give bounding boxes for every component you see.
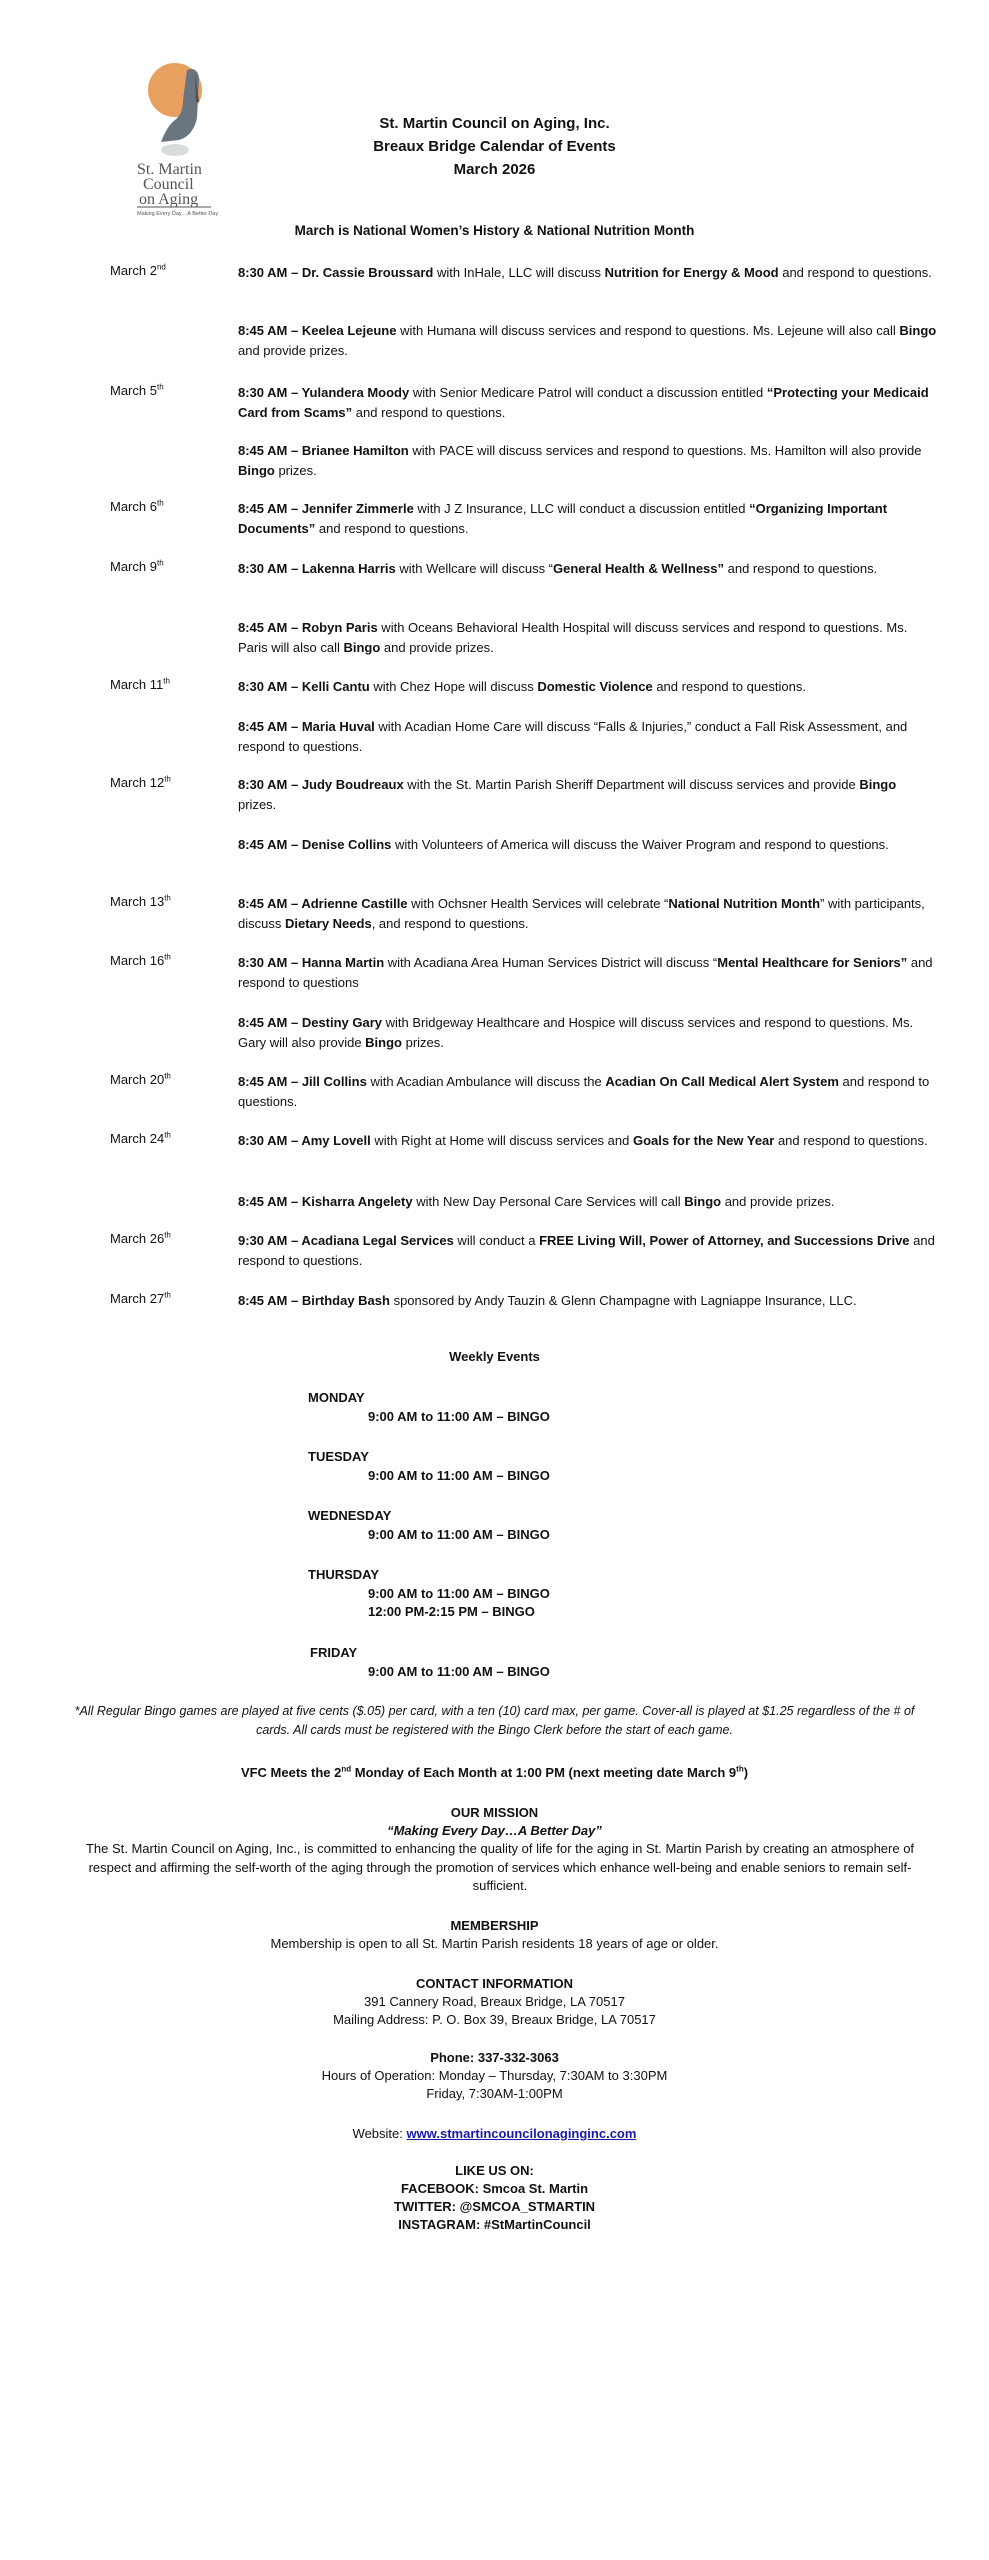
event-highlight: 8:30 AM – Kelli Cantu: [238, 679, 370, 694]
event-description: [238, 1231, 938, 1270]
event-date-text: March 13: [110, 894, 165, 909]
event-text: with Chez Hope will discuss: [369, 679, 538, 694]
event-highlight: 8:45 AM – Jill Collins: [238, 1074, 367, 1089]
event-highlight: Bingo: [343, 639, 381, 655]
month-title: March 2026: [453, 161, 536, 178]
event-text: and provide prizes.: [380, 639, 494, 655]
event-description: [238, 263, 938, 283]
event-text: prizes.: [401, 1034, 444, 1050]
event-date: [110, 1072, 230, 1087]
event-date: [110, 894, 230, 909]
event-date-suffix: th: [164, 1290, 171, 1300]
weekly-title: Weekly Events: [449, 1349, 540, 1364]
event-date-text: March 20: [110, 1072, 165, 1087]
event-date-text: March 9: [110, 559, 157, 574]
event-text: with Humana will discuss services and respond to questions. Ms. Lejeune will also call: [396, 323, 900, 338]
mission-text: The St. Martin Council on Aging, Inc., is committed to enhancing the quality of life for the aging in St. Martin Parish by creating an atmosphere of respect and affirming the self-worth of the aging through the promotion of services which enhance well-being and enable seniors to remain self-sufficient.: [85, 1841, 915, 1893]
contact-mailing: Mailing Address: P. O. Box 39, Breaux Bridge, LA 70517: [333, 2012, 656, 2027]
logo-text-2: Council: [143, 176, 194, 193]
contact-address: 391 Cannery Road, Breaux Bridge, LA 70517: [364, 1994, 625, 2009]
weekly-day-monday: MONDAY: [308, 1390, 365, 1405]
org-name: St. Martin Council on Aging, Inc.: [379, 115, 610, 132]
social-twitter: TWITTER: @SMCOA_STMARTIN: [393, 2199, 596, 2214]
event-highlight: Goals for the New Year: [632, 1133, 775, 1148]
event-text: and respond to questions.: [238, 1233, 935, 1268]
event-highlight: “Organizing Important Documents”: [238, 501, 888, 536]
weekly-day-tuesday: TUESDAY: [308, 1449, 369, 1464]
logo-tagline: Making Every Day....A Better Day: [137, 211, 219, 217]
event-date: [110, 499, 230, 514]
event-date-text: March 6: [110, 499, 157, 514]
event-text: with Right at Home will discuss services and: [370, 1133, 633, 1148]
event-date-text: March 24: [110, 1131, 165, 1146]
event-text: with J Z Insurance, LLC will conduct a discussion entitled: [413, 501, 750, 516]
social-heading: LIKE US ON:: [455, 2163, 534, 2178]
event-text: with Acadian Home Care will discuss “Falls & Injuries,” conduct a Fall Risk Assessment, and respond to questions.: [238, 719, 908, 754]
event-description: [238, 835, 938, 855]
event-text: ” with participants, discuss: [238, 896, 925, 931]
event-text: with Acadiana Area Human Services District will discuss “: [384, 955, 718, 970]
event-text: and respond to questions.: [774, 1133, 928, 1148]
event-text: with InHale, LLC will discuss: [433, 265, 605, 280]
event-date: [110, 677, 230, 692]
event-text: , and respond to questions.: [371, 915, 529, 931]
event-date-suffix: nd: [156, 262, 166, 272]
event-highlight: Acadian On Call Medical Alert System: [605, 1074, 839, 1089]
event-highlight: FREE Living Will, Power of Attorney, and Successions Drive: [539, 1233, 910, 1248]
event-text: and respond to questions.: [652, 679, 806, 694]
event-date-text: March 26: [110, 1231, 165, 1246]
event-highlight: General Health & Wellness”: [553, 561, 725, 576]
event-highlight: 8:45 AM – Maria Huval: [238, 719, 375, 734]
event-description: [238, 1072, 938, 1111]
event-text: and respond to questions: [238, 955, 933, 990]
event-text: and respond to questions.: [778, 265, 932, 280]
event-text: and respond to questions.: [315, 520, 469, 536]
event-text: and respond to questions.: [238, 1074, 930, 1109]
weekly-time: 12:00 PM-2:15 PM – BINGO: [368, 1604, 535, 1619]
event-highlight: 8:45 AM – Denise Collins: [238, 837, 392, 852]
event-text: with Bridgeway Healthcare and Hospice will discuss services and respond to questions. Ms. Gary will also provide: [238, 1015, 914, 1050]
membership-heading: MEMBERSHIP: [450, 1918, 539, 1933]
vfc-meeting: [0, 1764, 989, 1782]
event-highlight: 8:30 AM – Judy Boudreaux: [238, 777, 404, 792]
contact-heading: CONTACT INFORMATION: [416, 1976, 573, 1991]
event-description: [238, 618, 938, 657]
event-date: [110, 1291, 230, 1306]
event-text: with PACE will discuss services and respond to questions. Ms. Hamilton will also provide: [408, 443, 922, 458]
event-text: with Senior Medicare Patrol will conduct a discussion entitled: [409, 385, 767, 400]
contact-hours-friday: Friday, 7:30AM-1:00PM: [426, 2086, 563, 2101]
event-highlight: Bingo: [859, 777, 897, 792]
vfc-sup: th: [736, 1764, 744, 1774]
event-highlight: Bingo: [238, 462, 275, 478]
event-description: [238, 1291, 938, 1311]
event-date-text: March 2: [110, 263, 157, 278]
event-date-text: March 5: [110, 383, 157, 398]
header: [0, 112, 989, 181]
event-date-suffix: th: [163, 676, 170, 686]
event-date-suffix: th: [156, 558, 164, 568]
event-text: with Oceans Behavioral Health Hospital will discuss services and respond to questions. Ms. Paris will also call: [238, 620, 908, 655]
event-date: [110, 383, 230, 398]
event-highlight: National Nutrition Month: [668, 896, 821, 911]
event-description: [238, 1013, 938, 1052]
website-line: [0, 2125, 989, 2143]
event-date-suffix: th: [164, 1230, 171, 1240]
event-date-suffix: th: [164, 1130, 171, 1140]
event-text: and provide prizes.: [238, 342, 348, 358]
event-highlight: 8:45 AM – Brianee Hamilton: [238, 443, 409, 458]
event-description: [238, 1131, 938, 1151]
event-description: [238, 321, 938, 360]
event-date: [110, 953, 230, 968]
social-facebook: FACEBOOK: Smcoa St. Martin: [400, 2181, 589, 2196]
weekly-day-friday: FRIDAY: [310, 1645, 358, 1660]
event-highlight: Bingo: [899, 323, 937, 338]
weekly-time: 9:00 AM to 11:00 AM – BINGO: [368, 1586, 550, 1601]
mission-heading: OUR MISSION: [450, 1805, 539, 1820]
event-description: [238, 894, 938, 933]
event-highlight: 8:30 AM – Amy Lovell: [238, 1133, 371, 1148]
event-text: with Acadian Ambulance will discuss the: [366, 1074, 606, 1089]
event-text: and respond to questions.: [352, 404, 506, 420]
logo-text-1: St. Martin: [137, 161, 202, 178]
event-text: with the St. Martin Parish Sheriff Department will discuss services and provide: [403, 777, 860, 792]
event-text: prizes.: [274, 462, 317, 478]
event-date-suffix: th: [164, 893, 171, 903]
website-label: Website:: [352, 2126, 407, 2141]
event-description: [238, 441, 938, 480]
event-highlight: 8:30 AM – Lakenna Harris: [238, 561, 396, 576]
weekly-day-thursday: THURSDAY: [308, 1567, 380, 1582]
event-description: [238, 1192, 938, 1212]
vfc-text: Monday of Each Month at 1:00 PM (next meeting date March 9: [351, 1765, 737, 1780]
event-highlight: Domestic Violence: [537, 679, 653, 694]
event-date: [110, 559, 230, 574]
event-highlight: 9:30 AM – Acadiana Legal Services: [238, 1233, 454, 1248]
social-instagram: INSTAGRAM: #StMartinCouncil: [398, 2217, 591, 2232]
event-date-suffix: th: [164, 1071, 171, 1081]
event-description: [238, 953, 938, 992]
event-highlight: 8:45 AM – Kisharra Angelety: [238, 1194, 413, 1209]
event-date-text: March 12: [110, 775, 165, 790]
event-text: with Ochsner Health Services will celebrate “: [407, 896, 669, 911]
logo-text-3: on Aging: [139, 191, 199, 208]
event-highlight: 8:30 AM – Dr. Cassie Broussard: [238, 265, 434, 280]
event-date-suffix: th: [156, 498, 164, 508]
event-highlight: Bingo: [365, 1034, 402, 1050]
event-date-suffix: th: [156, 382, 164, 392]
event-highlight: 8:45 AM – Keelea Lejeune: [238, 323, 397, 338]
event-highlight: 8:45 AM – Adrienne Castille: [238, 896, 408, 911]
event-date-text: March 16: [110, 953, 165, 968]
event-highlight: Mental Healthcare for Seniors”: [717, 955, 908, 970]
event-text: with Wellcare will discuss “: [395, 561, 554, 576]
event-highlight: 8:45 AM – Jennifer Zimmerle: [238, 501, 414, 516]
contact-phone: Phone: 337-332-3063: [430, 2050, 559, 2065]
weekly-time: 9:00 AM to 11:00 AM – BINGO: [368, 1468, 550, 1483]
event-description: [238, 383, 938, 422]
event-text: and respond to questions.: [724, 561, 878, 576]
contact-hours: Hours of Operation: Monday – Thursday, 7:30AM to 3:30PM: [321, 2068, 668, 2083]
event-highlight: 8:30 AM – Yulandera Moody: [238, 385, 410, 400]
event-highlight: “Protecting your Medicaid Card from Scams”: [238, 385, 929, 420]
event-date-suffix: th: [164, 952, 171, 962]
weekly-day-wednesday: WEDNESDAY: [308, 1508, 392, 1523]
event-text: will conduct a: [453, 1233, 540, 1248]
event-description: [238, 775, 938, 814]
website-link[interactable]: www.stmartincouncilonaginginc.com: [406, 2126, 637, 2141]
month-theme: March is National Women’s History & National Nutrition Month: [294, 223, 695, 238]
event-text: prizes.: [238, 796, 277, 812]
event-highlight: Bingo: [684, 1194, 722, 1209]
event-text: with Volunteers of America will discuss the Waiver Program and respond to questions.: [391, 837, 889, 852]
vfc-sup: nd: [341, 1764, 352, 1774]
event-highlight: Dietary Needs: [284, 915, 372, 931]
event-date: [110, 1231, 230, 1246]
weekly-time: 9:00 AM to 11:00 AM – BINGO: [368, 1527, 550, 1542]
event-description: [238, 677, 938, 697]
vfc-text: ): [743, 1765, 749, 1780]
event-highlight: 8:45 AM – Birthday Bash: [238, 1293, 390, 1308]
event-date: [110, 263, 230, 278]
event-date: [110, 1131, 230, 1146]
event-description: [238, 717, 938, 756]
event-date-text: March 11: [110, 677, 164, 692]
weekly-time: 9:00 AM to 11:00 AM – BINGO: [368, 1664, 550, 1679]
event-date-text: March 27: [110, 1291, 165, 1306]
event-highlight: 8:30 AM – Hanna Martin: [238, 955, 385, 970]
vfc-text: VFC Meets the 2: [240, 1765, 342, 1780]
event-text: sponsored by Andy Tauzin & Glenn Champagne with Lagniappe Insurance, LLC.: [389, 1293, 857, 1308]
membership-text: Membership is open to all St. Martin Parish residents 18 years of age or older.: [270, 1936, 719, 1951]
event-highlight: 8:45 AM – Destiny Gary: [238, 1015, 383, 1030]
event-highlight: 8:45 AM – Robyn Paris: [238, 620, 378, 635]
event-date-suffix: th: [164, 774, 171, 784]
weekly-time: 9:00 AM to 11:00 AM – BINGO: [368, 1409, 550, 1424]
bingo-note: *All Regular Bingo games are played at five cents ($.05) per card, with a ten (10) card max, per game. Cover-all is played at $1.25 regardless of the # of cards. All cards must be registered with the Bingo Clerk before the start of each game.: [74, 1704, 915, 1737]
calendar-title: Breaux Bridge Calendar of Events: [373, 138, 616, 155]
event-description: [238, 559, 938, 579]
event-date: [110, 775, 230, 790]
event-description: [238, 499, 938, 538]
event-highlight: Nutrition for Energy & Mood: [604, 265, 779, 280]
mission-motto: “Making Every Day…A Better Day”: [387, 1823, 602, 1838]
event-text: and provide prizes.: [721, 1194, 835, 1209]
event-text: with New Day Personal Care Services will call: [412, 1194, 685, 1209]
